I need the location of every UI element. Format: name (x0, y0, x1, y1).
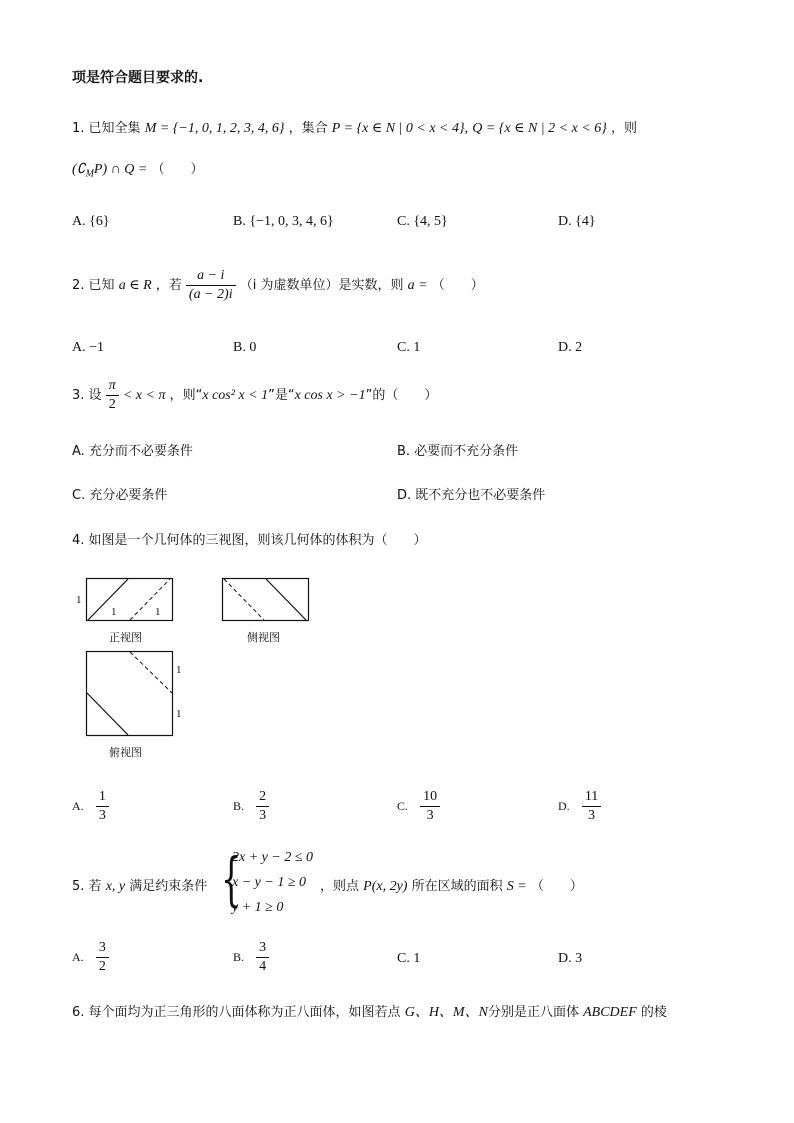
fraction-denominator: 3 (426, 808, 434, 823)
q4-option-c[interactable] (397, 788, 440, 825)
q2-option-a[interactable]: A. −1 (72, 340, 105, 355)
q1-option-d[interactable]: D. {4} (558, 214, 596, 229)
math-solid-name: ABCDEF (583, 1005, 637, 1020)
top-view-figure (86, 651, 174, 737)
math-a-real: a ∈ R (118, 278, 152, 293)
question-5-text-after (320, 875, 583, 895)
math-points: G、H、M、N (404, 1005, 488, 1020)
side-view-outline (223, 579, 309, 621)
question-text: ，则点 (320, 879, 360, 894)
q5-option-c[interactable]: C. 1 (397, 951, 421, 966)
q1-option-a[interactable]: A. {6} (72, 214, 110, 229)
math-a-eq: a = (407, 278, 428, 293)
question-text: 若 (88, 879, 102, 894)
constraint-2: x − y − 1 ≥ 0 (232, 875, 307, 890)
fraction-numerator: a − i (186, 267, 236, 286)
fraction-numerator: 3 (96, 939, 109, 958)
fraction-numerator: 2 (256, 788, 269, 807)
q4-option-b[interactable] (233, 788, 269, 825)
q3-option-c[interactable]: C. 充分必要条件 (72, 488, 168, 503)
constraint-1: 2x + y − 2 ≤ 0 (232, 850, 314, 865)
math-area: S = (506, 879, 527, 894)
front-view-label: 正视图 (109, 631, 142, 644)
front-view-dimension-left: 1 (76, 594, 82, 606)
question-text: ”是“ (268, 388, 295, 403)
side-view-hidden-edge (224, 579, 264, 620)
option-fraction (256, 788, 269, 825)
option-fraction (256, 939, 269, 976)
math-set-M: M = {−1, 0, 1, 2, 3, 4, 6} (144, 121, 285, 136)
question-text: （i 为虚数单位）是实数，则 (239, 278, 404, 293)
fraction-denominator: 3 (98, 808, 106, 823)
question-text: 的棱 (640, 1005, 667, 1020)
question-text: 如图是一个几何体的三视图，则该几何体的体积为（ ） (88, 533, 427, 548)
q2-option-d[interactable]: D. 2 (558, 340, 583, 355)
answer-paren: （ ） (431, 278, 484, 293)
option-fraction (420, 788, 440, 825)
question-2 (72, 267, 484, 304)
fraction-numerator: 1 (96, 788, 109, 807)
fraction-denominator: 3 (259, 808, 267, 823)
front-view-dimension-mid: 1 (111, 606, 117, 618)
option-letter: D. (558, 799, 570, 813)
option-letter: A. (72, 799, 84, 813)
q5-option-a[interactable] (72, 939, 109, 976)
math-condition-2: x cos x > −1 (294, 388, 366, 403)
fraction-denominator: 2 (108, 397, 116, 412)
side-view-figure (222, 578, 310, 622)
fraction-denominator: 2 (98, 959, 106, 974)
question-number: 1. (72, 121, 85, 136)
fraction-denominator: (a − 2)i (188, 287, 233, 302)
fraction-denominator: 4 (259, 959, 267, 974)
question-text: 设 (88, 388, 102, 403)
math-intersection: P) ∩ Q = (93, 162, 148, 177)
option-letter: B. (233, 799, 245, 813)
fraction-denominator: 3 (588, 808, 596, 823)
q1-option-b[interactable]: B. {−1, 0, 3, 4, 6} (233, 214, 334, 229)
question-4 (72, 529, 427, 548)
fraction-numerator: 10 (420, 788, 440, 807)
q3-option-b[interactable]: B. 必要而不充分条件 (397, 444, 519, 459)
question-1-line-2 (72, 158, 203, 180)
math-range: < x < π (122, 388, 166, 403)
math-complement: (∁ (72, 162, 86, 177)
side-view-solid-edge (266, 579, 306, 620)
question-text: ，则“ (169, 388, 203, 403)
answer-paren: （ ） (151, 162, 204, 177)
math-set-Q: Q = {x ∈ N | 2 < x < 6} (472, 121, 607, 136)
fraction-pi-over-2 (106, 377, 119, 414)
question-5-text-before (72, 875, 207, 895)
front-view-solid-edge (88, 579, 128, 620)
option-letter: A. (72, 950, 84, 964)
question-number: 6. (72, 1005, 85, 1020)
question-number: 2. (72, 278, 85, 293)
question-text: 已知全集 (88, 121, 141, 136)
q4-option-a[interactable] (72, 788, 109, 825)
fraction-numerator: π (106, 377, 119, 396)
top-view-dimension-lower: 1 (176, 708, 182, 720)
question-number: 4. (72, 533, 85, 548)
option-letter: B. (233, 950, 245, 964)
question-1-line-1 (72, 117, 637, 137)
question-6 (72, 1001, 667, 1021)
question-text: 每个面均为正三角形的八面体称为正八面体，如图若点 (88, 1005, 401, 1020)
math-subscript: M (85, 168, 94, 180)
question-text: ，集合 (288, 121, 328, 136)
q1-option-c[interactable]: C. {4, 5} (397, 214, 448, 229)
question-text: 满足约束条件 (129, 879, 208, 894)
q2-option-c[interactable]: C. 1 (397, 340, 421, 355)
question-number: 3. (72, 388, 85, 403)
front-view-hidden-edge (130, 579, 170, 620)
q4-option-d[interactable] (558, 788, 601, 825)
math-point: P(x, 2y) (363, 879, 408, 894)
top-view-outline (87, 652, 173, 736)
question-text: 所在区域的面积 (411, 879, 503, 894)
math-condition-1: x cos² x < 1 (202, 388, 269, 403)
constraint-3: y + 1 ≥ 0 (232, 900, 284, 915)
math-set-P: P = {x ∈ N | 0 < x < 4} (331, 121, 465, 136)
top-view-solid-edge (87, 693, 128, 735)
separator: , (464, 121, 469, 136)
question-3 (72, 377, 437, 414)
q5-option-d[interactable]: D. 3 (558, 951, 583, 966)
option-fraction (96, 939, 109, 976)
question-text: ”的（ ） (365, 388, 438, 403)
fraction-numerator: 3 (256, 939, 269, 958)
top-view-label: 俯视图 (109, 746, 142, 759)
question-text: ，若 (155, 278, 182, 293)
option-fraction (96, 788, 109, 825)
fraction (186, 267, 236, 304)
option-letter: C. (397, 799, 409, 813)
question-number: 5. (72, 879, 85, 894)
question-text: 已知 (88, 278, 115, 293)
q3-option-d[interactable]: D. 既不充分也不必要条件 (397, 488, 546, 503)
fraction-numerator: 11 (582, 788, 601, 807)
question-text: 分别是正八面体 (487, 1005, 579, 1020)
front-view-figure (86, 578, 174, 622)
top-view-dimension-upper: 1 (176, 664, 182, 676)
math-vars: x, y (105, 879, 126, 894)
question-text: ，则 (611, 121, 638, 136)
section-heading: 项是符合题目要求的. (72, 70, 204, 86)
option-fraction (582, 788, 601, 825)
side-view-label: 侧视图 (247, 631, 280, 644)
q3-option-a[interactable]: A. 充分而不必要条件 (72, 444, 193, 459)
top-view-hidden-edge (130, 652, 172, 693)
answer-paren: （ ） (530, 879, 583, 894)
q5-option-b[interactable] (233, 939, 269, 976)
front-view-dimension-right: 1 (155, 606, 161, 618)
constraint-brace: { (221, 845, 242, 913)
q2-option-b[interactable]: B. 0 (233, 340, 257, 355)
